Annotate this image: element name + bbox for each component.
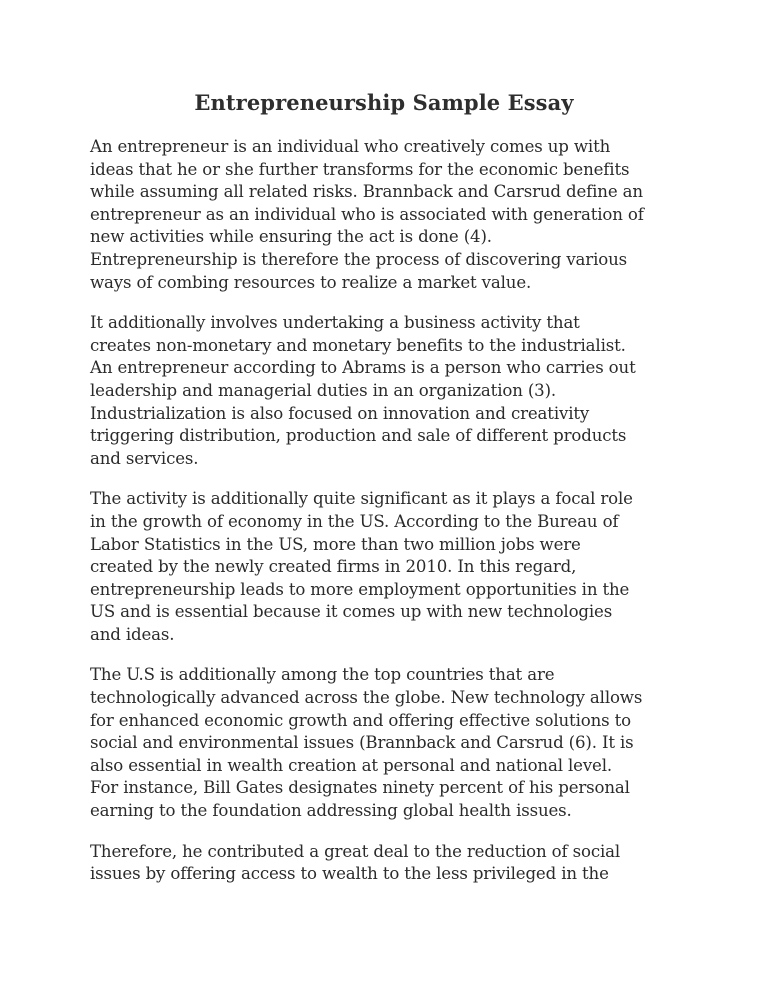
text-line: The U.S is additionally among the top countries that are	[90, 665, 555, 685]
text-line: for enhanced economic growth and offering effective solutions to	[90, 710, 631, 730]
text-line: created by the newly created firms in 2010. In this regard,	[90, 557, 577, 577]
text-line: The activity is additionally quite significant as it plays a focal role	[90, 489, 633, 509]
text-line: earning to the foundation addressing global health issues.	[90, 801, 572, 821]
text-line: social and environmental issues (Brannback and Carsrud (6). It is	[90, 733, 634, 753]
text-line: ideas that he or she further transforms for the economic benefits	[90, 159, 630, 179]
paragraph-3	[90, 488, 690, 646]
text-line: also essential in wealth creation at personal and national level.	[90, 755, 612, 775]
text-line: new activities while ensuring the act is done (4).	[90, 227, 492, 247]
text-line: and ideas.	[90, 624, 175, 644]
text-line: and services.	[90, 448, 199, 468]
text-line: technologically advanced across the globe. New technology allows	[90, 688, 643, 708]
text-line: Industrialization is also focused on innovation and creativity	[90, 403, 590, 423]
paragraph-4	[90, 664, 690, 822]
text-line: An entrepreneur according to Abrams is a person who carries out	[90, 358, 636, 378]
text-line: issues by offering access to wealth to the less privileged in the	[90, 864, 609, 884]
text-line: Entrepreneurship is therefore the process of discovering various	[90, 249, 627, 269]
text-line: ways of combing resources to realize a market value.	[90, 272, 532, 292]
paragraph-1	[90, 136, 690, 294]
text-line: triggering distribution, production and sale of different products	[90, 426, 627, 446]
text-line: in the growth of economy in the US. According to the Bureau of	[90, 511, 619, 531]
text-line: It additionally involves undertaking a business activity that	[90, 313, 580, 333]
text-line: creates non-monetary and monetary benefits to the industrialist.	[90, 335, 626, 355]
text-line: US and is essential because it comes up with new technologies	[90, 602, 613, 622]
text-line: leadership and managerial duties in an organization (3).	[90, 380, 557, 400]
text-line: For instance, Bill Gates designates ninety percent of his personal	[90, 778, 630, 798]
document-title: Entrepreneurship Sample Essay	[194, 90, 574, 115]
text-line: An entrepreneur is an individual who creatively comes up with	[90, 137, 611, 156]
paragraph-5	[90, 841, 690, 886]
text-line: entrepreneurship leads to more employment opportunities in the	[90, 579, 630, 599]
paragraph-2	[90, 312, 690, 470]
text-line: while assuming all related risks. Brannback and Carsrud define an	[90, 182, 643, 202]
text-line: Therefore, he contributed a great deal to the reduction of social	[90, 841, 621, 861]
document-body	[90, 136, 690, 904]
text-line: Labor Statistics in the US, more than two million jobs were	[90, 534, 581, 554]
text-line: entrepreneur as an individual who is associated with generation of	[90, 204, 644, 224]
